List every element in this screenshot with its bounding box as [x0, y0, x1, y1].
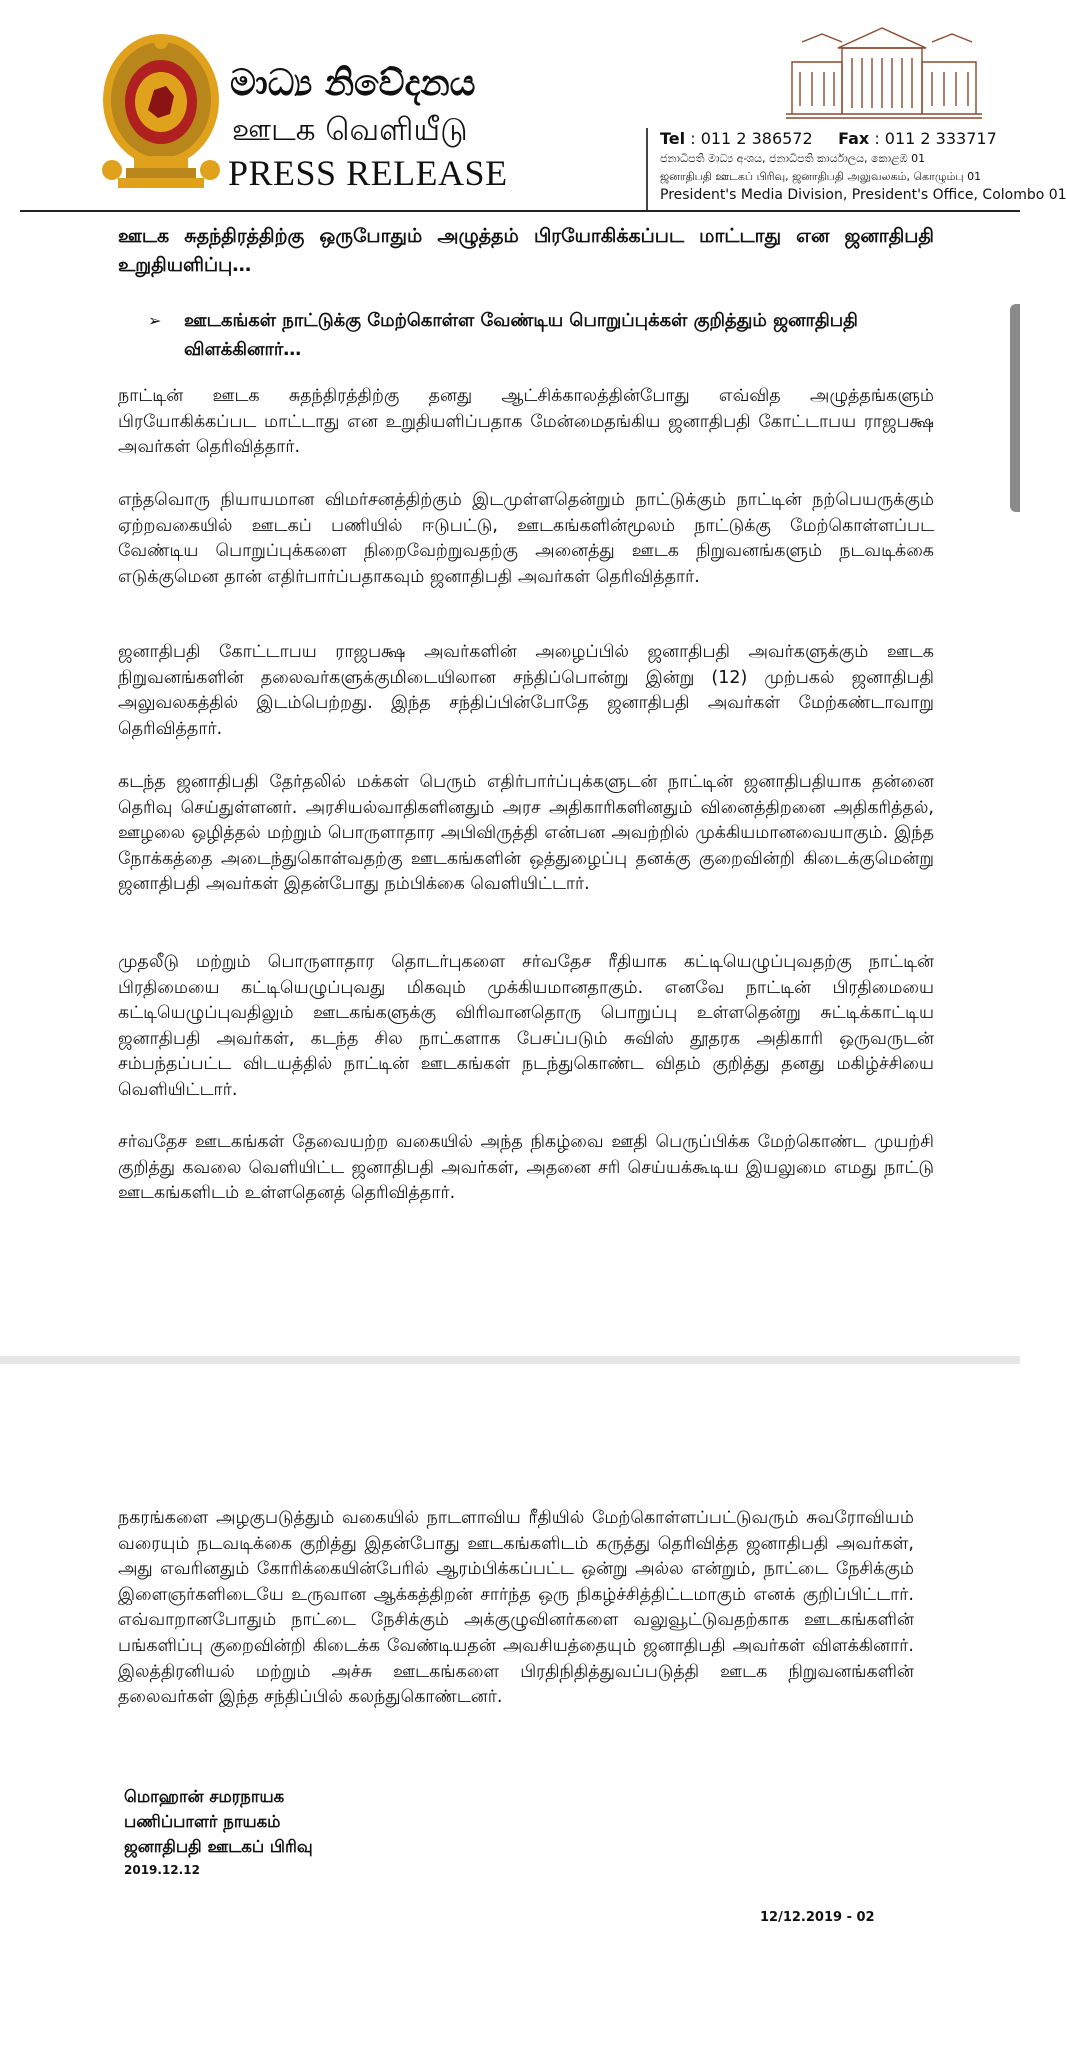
bullet-point [148, 306, 934, 364]
press-release-page-2 [0, 1364, 1020, 2048]
paragraph-text: நாட்டின் ஊடக சுதந்திரத்திற்கு தனது ஆட்சிக்காலத்தின்போது எவ்வித அழுத்தங்களும் பிரயோகிக்கப்பட மாட்டாது என உறுதியளிப்பதாக மேன்மைதங்கிய ஜனாதிபதி கோட்டாபய ராஜபக்ஷ அவர்கள் தெரிவித்தார். [118, 386, 934, 458]
signatory-name: மொஹான் சமரநாயக [124, 1787, 285, 1806]
paragraph-text: கடந்த ஜனாதிபதி தேர்தலில் மக்கள் பெரும் எதிர்பார்ப்புக்களுடன் நாட்டின் ஜனாதிபதியாக தன்னை தெரிவு செய்துள்ளனர். அரசியல்வாதிகளினதும் அரச அதிகாரிகளினதும் வினைத்திறனை அதிகரித்தல், ஊழலை ஒழித்தல் மற்றும் பொருளாதார அபிவிருத்தி என்பன அவற்றில் முக்கியமானவையாகும். இந்த நோக்கத்தை அடைந்துகொள்வதற்கு ஊடகங்களின் ஒத்துழைப்பு தனக்கு குறைவின்றி கிடைக்குமென்று ஜனாதிபதி அவர்கள் இதன்போது நம்பிக்கை வெளியிட்டார். [118, 772, 934, 895]
paragraph-7 [118, 1506, 914, 1711]
paragraph-2 [118, 488, 934, 590]
title-english: PRESS RELEASE [228, 153, 508, 193]
paragraph-text: ஜனாதிபதி கோட்டாபய ராஜபக்ஷ அவர்களின் அழைப்பில் ஜனாதிபதி அவர்களுக்கும் ஊடக நிறுவனங்களின் தலைவர்களுக்குமிடையிலான சந்திப்பொன்று இன்று (12) முற்பகல் ஜனாதிபதி அலுவலகத்தில் இடம்பெற்றது. இந்த சந்திப்பின்போதே ஜனாதிபதி அவர்கள் மேற்கண்டாவாறு தெரிவித்தார். [118, 642, 934, 739]
paragraph-text: சர்வதேச ஊடகங்கள் தேவையற்ற வகையில் அந்த நிகழ்வை ஊதி பெருப்பிக்க மேற்கொண்ட முயற்சி குறித்து கவலை வெளியிட்ட ஜனாதிபதி அவர்கள், அதனை சரி செய்யக்கூடிய இயலுமை எமது நாட்டு ஊடகங்களிடம் உள்ளதெனத் தெரிவித்தார். [118, 1132, 934, 1204]
fax-value: : 011 2 333717 [874, 129, 997, 148]
paragraph-5 [118, 950, 934, 1104]
tel-label: Tel [660, 129, 686, 148]
contact-block [660, 128, 1067, 204]
presidents-house-illustration-icon [782, 18, 986, 124]
letterhead [0, 0, 1067, 212]
division-sinhala: ජනාධිපති මාධ්‍ය අංශය, ජනාධිපති කාර්යාලය, කොළඹ 01 [660, 152, 926, 165]
signature-block [124, 1784, 524, 1877]
title-tamil: ஊடக வெளியீடு [232, 112, 468, 148]
phone-fax-row [660, 128, 1000, 150]
fax-label: Fax [838, 129, 870, 148]
release-date: 2019.12.12 [124, 1863, 200, 1877]
headline-block [118, 222, 934, 280]
header-divider [646, 128, 648, 212]
signatory-title: பணிப்பாளர் நாயகம் [124, 1812, 281, 1831]
division-tamil: ஜனாதிபதி ஊடகப் பிரிவு, ஜனாதிபதி அலுவலகம், கொழும்பு 01 [660, 170, 982, 183]
bullet-text: ஊடகங்கள் நாட்டுக்கு மேற்கொள்ள வேண்டிய பொறுப்புக்கள் குறித்தும் ஜனாதிபதி விளக்கினார்… [184, 310, 858, 360]
division-english: President's Media Division, President's Office, Colombo 01 [660, 187, 1067, 203]
paragraph-text: முதலீடு மற்றும் பொருளாதார தொடர்புகளை சர்வதேச ரீதியாக கட்டியெழுப்புவதற்கு நாட்டின் பிரதிமையை கட்டியெழுப்புவது மிகவும் முக்கியமானதாகும். எனவே நாட்டின் பிரதிமையை கட்டியெழுப்புவதிலும் ஊடகங்களுக்கு விரிவானதொரு பொறுப்பு உள்ளதென்று சுட்டிக்காட்டிய ஜனாதிபதி அவர்கள், கடந்த சில நாட்களாக பேசப்படும் சுவிஸ் தூதரக அதிகாரி ஒருவருடன் சம்பந்தப்பட்ட விடயத்தில் நாட்டின் ஊடகங்கள் நடந்துகொண்ட விதம் குறித்து தனது மகிழ்ச்சியை வெளியிட்டார். [118, 952, 934, 1100]
paragraph-text: எந்தவொரு நியாயமான விமர்சனத்திற்கும் இடமுள்ளதென்றும் நாட்டுக்கும் நாட்டின் நற்பெயருக்கும் ஏற்றவகையில் ஊடகப் பணியில் ஈடுபட்டு, ஊடகங்களின்மூலம் நாட்டுக்கு மேற்கொள்ளப்பட வேண்டிய பொறுப்புக்களை நிறைவேற்றுவதற்கு அனைத்து ஊடக நிறுவனங்களும் நடவடிக்கை எடுக்குமென தான் எதிர்பார்ப்பதாகவும் ஜனாதிபதி அவர்கள் தெரிவித்தார். [118, 490, 934, 587]
paragraph-text: நகரங்களை அழகுபடுத்தும் வகையில் நாடளாவிய ரீதியில் மேற்கொள்ளப்பட்டுவரும் சுவரோவியம் வரையும் நடவடிக்கை குறித்து இதன்போது ஊடகங்களிடம் கருத்து தெரிவித்த ஜனாதிபதி அவர்கள், அது எவரினதும் கோரிக்கையின்பேரில் ஆரம்பிக்கப்பட்ட ஒன்று அல்ல என்றும், நாட்டை நேசிக்கும் இளைஞர்களிடையே உருவான ஆக்கத்திறன் சார்ந்த ஒரு நிகழ்ச்சித்திட்டமாகும் எனக் குறிப்பிட்டார். எவ்வாறானபோதும் நாட்டை நேசிக்கும் அக்குழுவினர்களை வலுவூட்டுவதற்காக ஊடகங்களின் பங்களிப்பு குறைவின்றி கிடைக்க வேண்டியதன் அவசியத்தையும் ஜனாதிபதி அவர்கள் விளக்கினார். இலத்திரனியல் மற்றும் அச்சு ஊடகங்களை பிரதிநிதித்துவப்படுத்தி ஊடக நிறுவனங்களின் தலைவர்கள் இந்த சந்திப்பில் கலந்துகொண்டனர். [118, 1508, 914, 1708]
paragraph-3 [118, 640, 934, 742]
sri-lanka-emblem-icon [98, 30, 224, 194]
page-separator [0, 1356, 1020, 1364]
paragraph-1 [118, 384, 934, 461]
tel-value: : 011 2 386572 [690, 129, 813, 148]
header-rule [20, 210, 1020, 212]
page-reference: 12/12.2019 - 02 [760, 1910, 875, 1925]
paragraph-6 [118, 1130, 934, 1207]
paragraph-4 [118, 770, 934, 898]
signatory-division: ஜனாதிபதி ஊடகப் பிரிவு [124, 1837, 313, 1856]
arrow-bullet-icon: ➢ [148, 311, 162, 330]
headline: ஊடக சுதந்திரத்திற்கு ஒருபோதும் அழுத்தம் பிரயோகிக்கப்பட மாட்டாது என ஜனாதிபதி உறுதியளிப்பு… [118, 225, 934, 276]
title-sinhala: මාධ්‍ය නිවේදනය [230, 62, 476, 104]
scrollbar-handle[interactable] [1010, 304, 1020, 512]
